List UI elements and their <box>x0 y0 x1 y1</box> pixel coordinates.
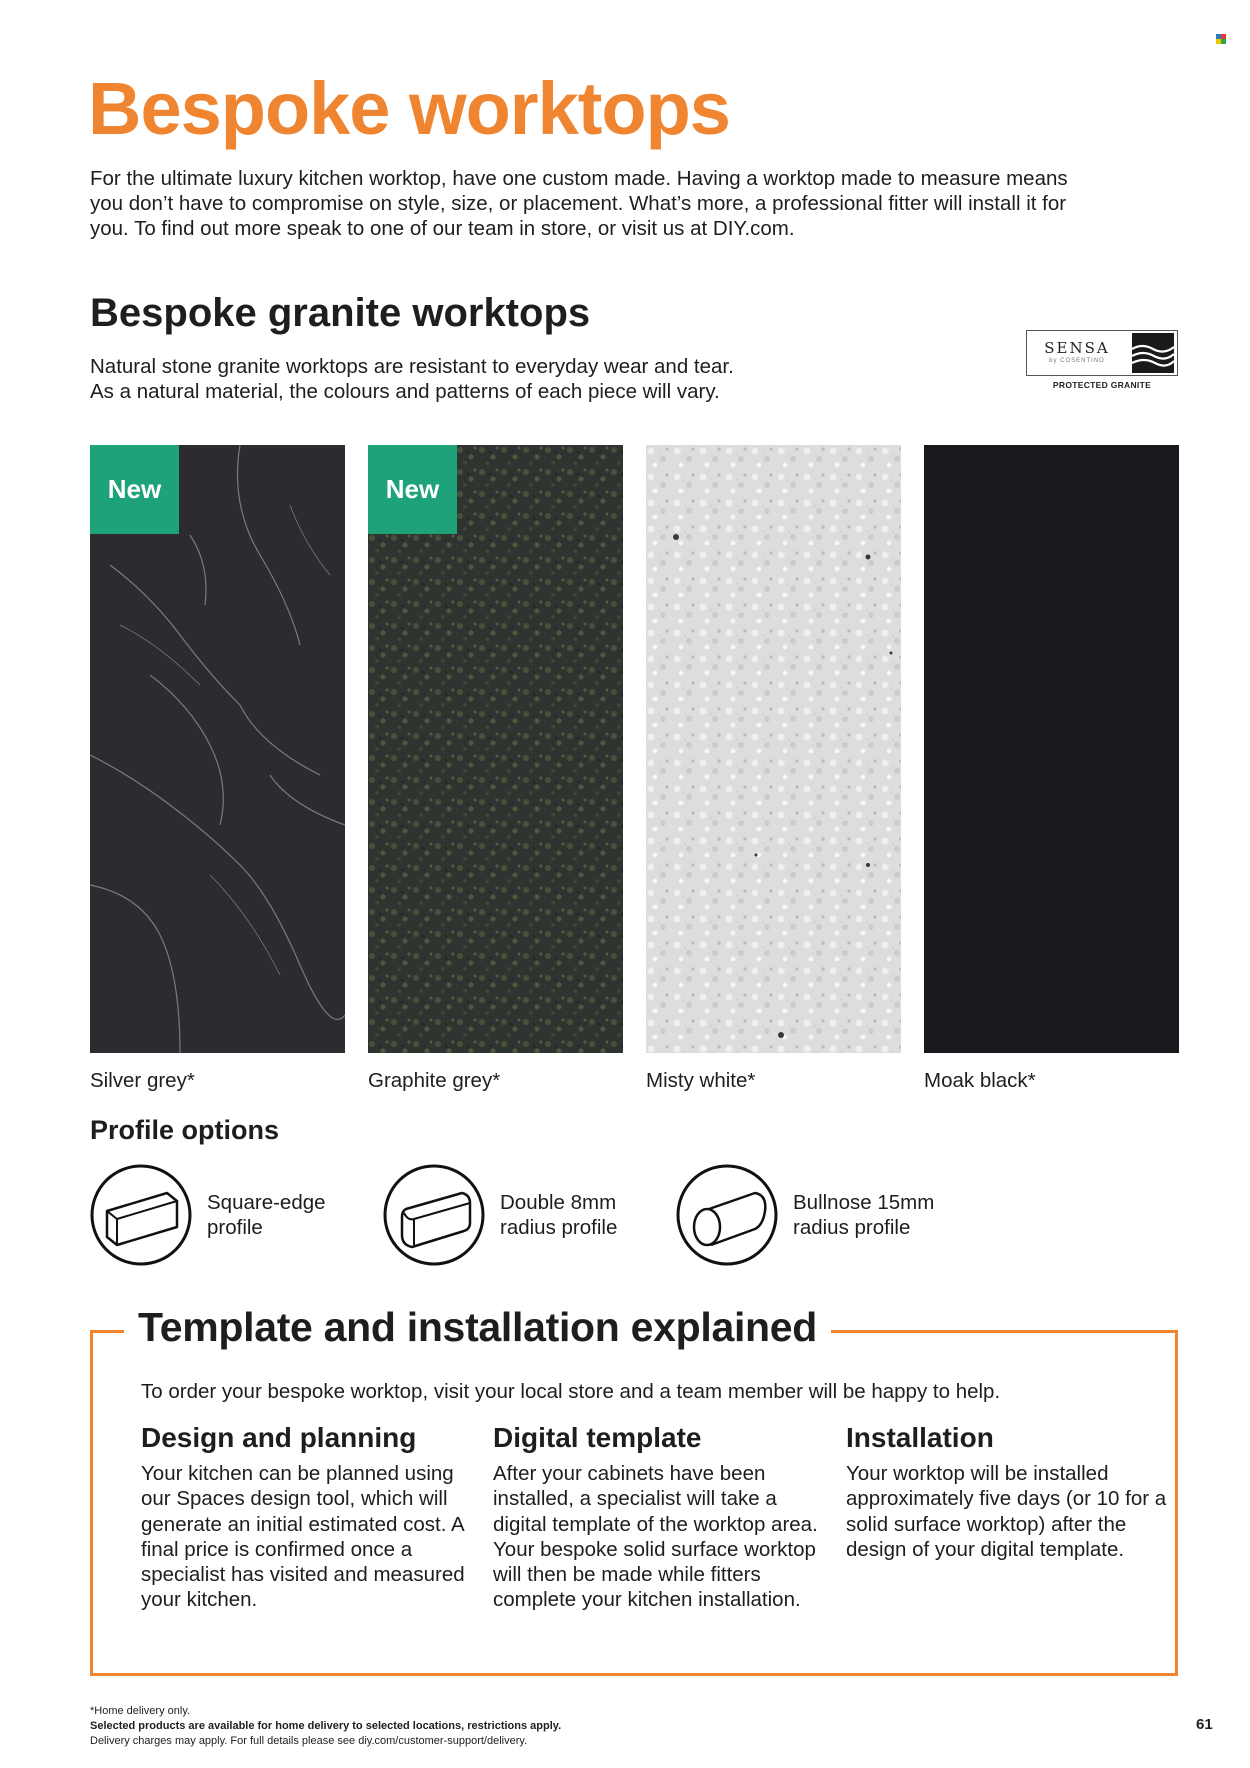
footnote-home-delivery: *Home delivery only. <box>90 1705 191 1717</box>
granite-section-title: Bespoke granite worktops <box>90 291 591 335</box>
page-number: 61 <box>1196 1716 1213 1733</box>
silver-grey-stone-texture <box>90 445 345 1053</box>
swatch-silver-grey[interactable] <box>90 445 345 1053</box>
profile-options-title: Profile options <box>90 1115 279 1145</box>
intro-text: For the ultimate luxury kitchen worktop, have one custom made. Having a worktop made to measure means you don’t have to compromise on style, size, or placement. What’s more, a professional fitter will install it for you. To find out more speak to one of our team in store, or visit us at DIY.com. <box>90 167 1068 240</box>
sensa-protected-granite-logo <box>1026 330 1178 390</box>
square-edge-profile-icon <box>89 1163 193 1267</box>
granite-description-line-2: As a natural material, the colours and patterns of each piece will vary. <box>90 380 720 403</box>
profile-label-line-1: Square-edge <box>207 1191 326 1214</box>
digital-template-text: After your cabinets have been installed, a specialist will take a digital template of the worktop area. Your bespoke solid surface worktop will then be made while fitters complete your kitchen installation. <box>493 1462 818 1612</box>
sensa-brand-text: SENSA <box>1044 339 1110 357</box>
profile-label-line-1: Double 8mm <box>500 1191 617 1214</box>
profile-label-bullnose <box>793 1190 973 1240</box>
installation-heading: Installation <box>846 1422 994 1453</box>
bullnose-profile-icon <box>675 1163 779 1267</box>
swatch-label-silver-grey: Silver grey* <box>90 1069 195 1092</box>
protected-granite-caption: PROTECTED GRANITE <box>1052 380 1152 390</box>
swatch-misty-white[interactable] <box>646 445 901 1053</box>
page-title: Bespoke worktops <box>88 67 730 150</box>
footnote-selected-products: Selected products are available for home delivery to selected locations, restrictions apply. <box>90 1720 562 1732</box>
installation-section-title: Template and installation explained <box>124 1302 831 1352</box>
sensa-logo-box <box>1026 330 1178 376</box>
swatch-moak-black[interactable] <box>924 445 1179 1053</box>
profile-label-line-2: profile <box>207 1216 263 1239</box>
granite-description <box>90 354 890 404</box>
profile-label-square-edge <box>207 1190 387 1240</box>
moak-black-stone-texture <box>924 445 1179 1053</box>
profile-label-line-2: radius profile <box>793 1216 911 1239</box>
design-planning-text: Your kitchen can be planned using our Spaces design tool, which will generate an initial estimated cost. A final price is confirmed once a specialist has visited and measured your kitchen. <box>141 1462 465 1612</box>
sensa-sub-text: by COSENTINO <box>1049 358 1105 364</box>
swatch-label-graphite-grey: Graphite grey* <box>368 1069 501 1092</box>
granite-description-line-1: Natural stone granite worktops are resistant to everyday wear and tear. <box>90 355 734 378</box>
misty-white-stone-texture <box>646 445 901 1053</box>
corner-color-mark <box>1216 34 1226 44</box>
double-radius-profile-icon <box>382 1163 486 1267</box>
profile-label-line-1: Bullnose 15mm <box>793 1191 935 1214</box>
swatch-label-misty-white: Misty white* <box>646 1069 756 1092</box>
swatch-label-moak-black: Moak black* <box>924 1069 1036 1092</box>
design-planning-heading: Design and planning <box>141 1422 417 1453</box>
new-badge: New <box>90 445 179 534</box>
swatch-graphite-grey[interactable] <box>368 445 623 1053</box>
installation-intro: To order your bespoke worktop, visit your local store and a team member will be happy to help. <box>141 1380 1001 1403</box>
profile-label-double-radius <box>500 1190 680 1240</box>
graphite-grey-stone-texture <box>368 445 623 1053</box>
installation-text: Your worktop will be installed approximately five days (or 10 for a solid surface worktop) after the design of your digital template. <box>846 1462 1167 1561</box>
profile-label-line-2: radius profile <box>500 1216 618 1239</box>
digital-template-heading: Digital template <box>493 1422 702 1453</box>
sensa-wave-icon <box>1132 333 1174 373</box>
footnote-delivery-charges: Delivery charges may apply. For full details please see diy.com/customer-support/delivery. <box>90 1735 528 1747</box>
new-badge: New <box>368 445 457 534</box>
